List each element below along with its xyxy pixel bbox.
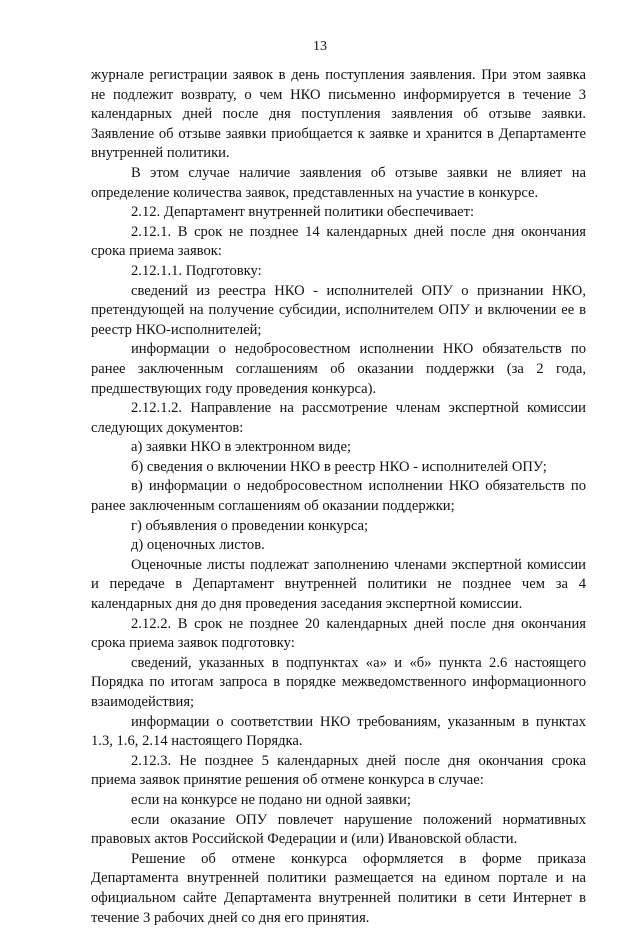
- paragraph: сведений, указанных в подпунктах «а» и «б» пункта 2.6 настоящего Порядка по итогам запроса в порядке межведомственного информационного взаимодействия;: [91, 654, 586, 710]
- paragraph: Решение об отмене конкурса оформляется в форме приказа Департамента внутренней политики размещается на едином портале и на официальном сайте Департамента внутренней политики в сети Интернет в течение 3 рабочих дней со дня его принятия.: [91, 850, 586, 926]
- paragraph: 2.12.1.1. Подготовку:: [131, 262, 262, 279]
- paragraph: 2.12. Департамент внутренней политики обеспечивает:: [131, 204, 475, 221]
- paragraph: 2.12.1. В срок не позднее 14 календарных дней после дня окончания срока приема заявок:: [91, 223, 586, 260]
- paragraph: информации о недобросовестном исполнении НКО обязательств по ранее заключенным соглашениям об оказании поддержки (за 2 года, предшествующих году проведения конкурса).: [91, 341, 586, 397]
- list-item: б) сведения о включении НКО в реестр НКО - исполнителей ОПУ;: [131, 458, 547, 475]
- list-item: а) заявки НКО в электронном виде;: [131, 439, 352, 456]
- paragraph: В этом случае наличие заявления об отзыве заявки не влияет на определение количества заявок, представленных на участие в конкурсе.: [91, 164, 586, 201]
- list-item: д) оценочных листов.: [131, 537, 265, 554]
- list-item: в) информации о недобросовестном исполнении НКО обязательств по ранее заключенным соглашениям об оказании поддержки;: [91, 478, 586, 515]
- paragraph: 2.12.3. Не позднее 5 календарных дней после дня окончания срока приема заявок принятие решения об отмене конкурса в случае:: [91, 752, 586, 789]
- paragraph: 2.12.2. В срок не позднее 20 календарных дней после дня окончания срока приема заявок подготовку:: [91, 615, 586, 652]
- paragraph: если оказание ОПУ повлечет нарушение положений нормативных правовых актов Российской Федерации и (или) Ивановской области.: [91, 811, 586, 848]
- paragraph: сведений из реестра НКО - исполнителей ОПУ о признании НКО, претендующей на получение субсидии, исполнителем ОПУ и включении ее в реестр НКО-исполнителей;: [91, 282, 586, 338]
- paragraph: если на конкурсе не подано ни одной заявки;: [131, 791, 411, 808]
- paragraph: журнале регистрации заявок в день поступления заявления. При этом заявка не подлежит возврату, о чем НКО письменно информируется в течение 3 календарных дней после дня поступления заявления об отзыве заявки. Заявление об отзыве заявки приобщается к заявке и хранится в Департаменте внутренней политики.: [91, 67, 586, 162]
- paragraph: Оценочные листы подлежат заполнению членами экспертной комиссии и передаче в Департамент внутренней политики не позднее чем за 4 календарных дня до дня проведения заседания экспертной комиссии.: [91, 556, 586, 613]
- paragraph: 2.12.1.2. Направление на рассмотрение членам экспертной комиссии следующих документов:: [91, 400, 586, 436]
- paragraph: информации о соответствии НКО требованиям, указанным в пунктах 1.3, 1.6, 2.14 настоящего Порядка.: [91, 713, 586, 750]
- page-number: 13: [313, 39, 327, 54]
- document-body: [91, 66, 586, 928]
- list-item: г) объявления о проведении конкурса;: [131, 517, 369, 534]
